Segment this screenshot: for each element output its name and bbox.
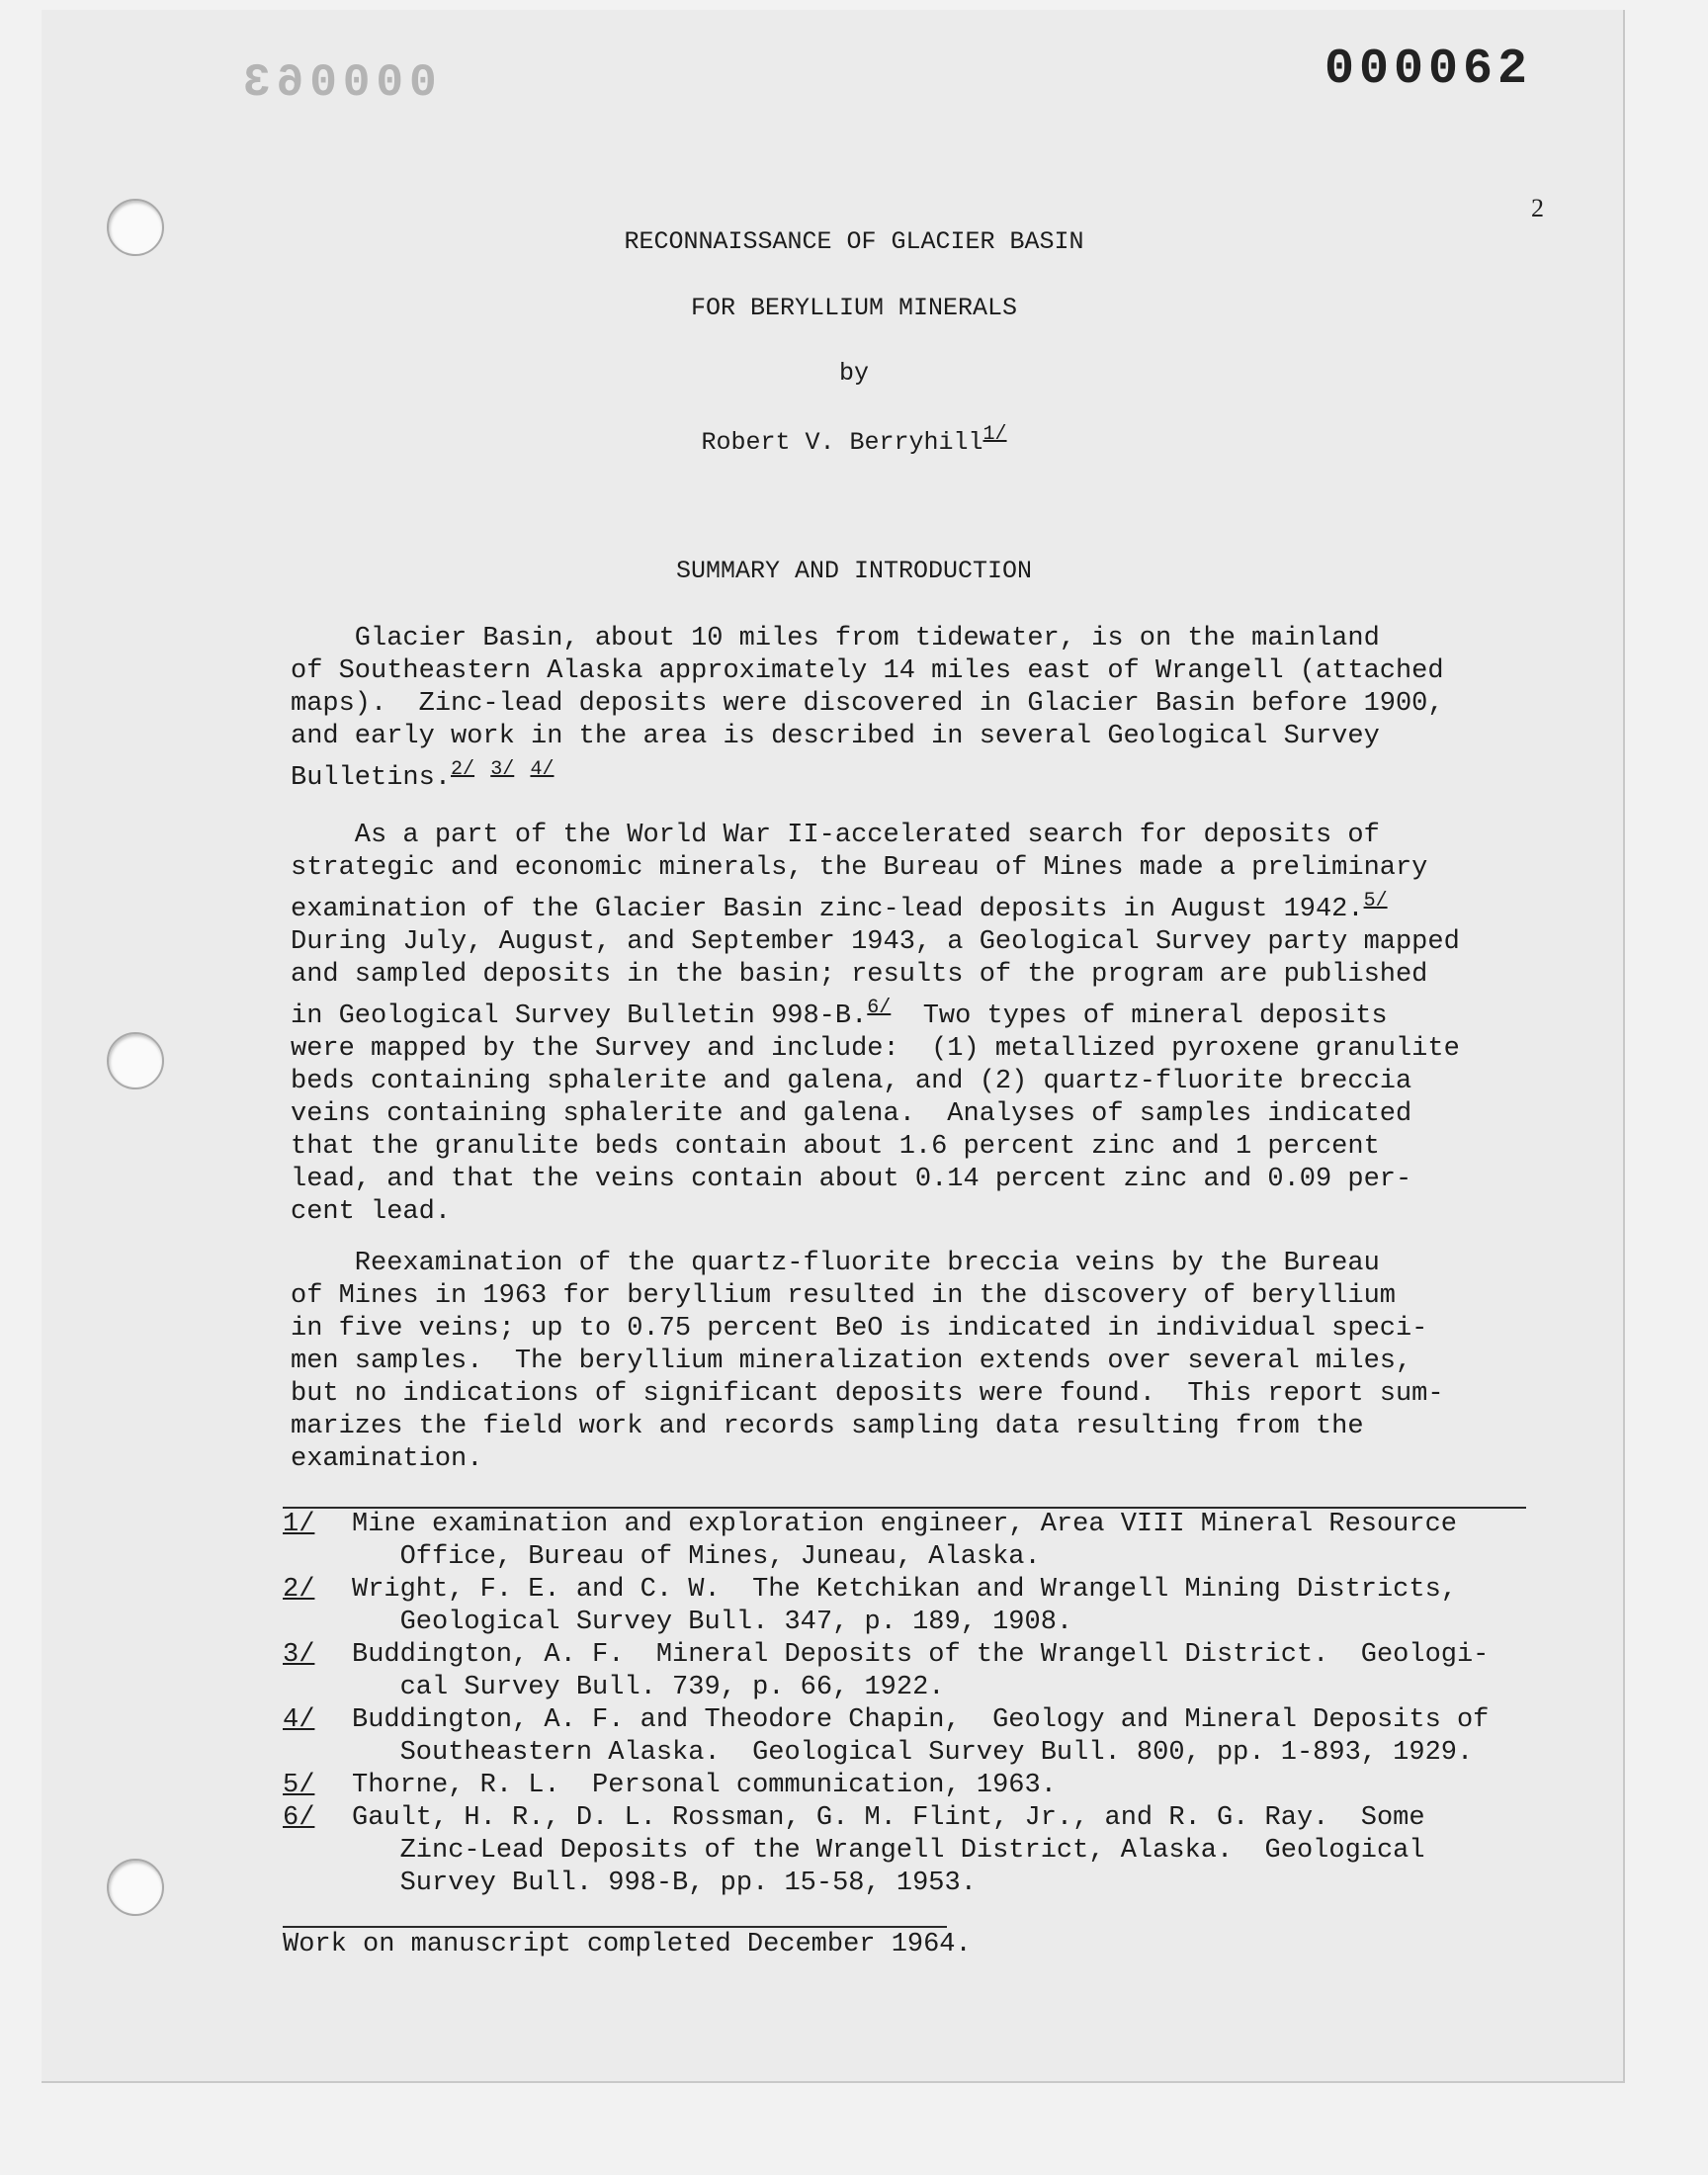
paragraph-line	[291, 992, 1506, 1033]
page-stamp: 000062	[1324, 42, 1533, 98]
mirrored-page-stamp: 000063	[237, 57, 437, 109]
footnote-2	[283, 1574, 1528, 1639]
completion-note: Work on manuscript completed December 1964.	[283, 1930, 972, 1959]
footnote-line: Survey Bull. 998-B, pp. 15-58, 1953.	[352, 1869, 977, 1898]
paragraph-line: Reexamination of the quartz-fluorite breccia veins by the Bureau	[291, 1249, 1380, 1278]
footnote-number: 5/	[283, 1771, 315, 1800]
footnote-number: 2/	[283, 1575, 315, 1605]
footnote-line: Gault, H. R., D. L. Rossman, G. M. Flint, Jr., and R. G. Ray. Some	[352, 1803, 1425, 1833]
paragraph-text: in Geological Survey Bulletin 998-B.	[291, 1001, 868, 1031]
paragraph-2	[291, 820, 1506, 1229]
footnote-number: 1/	[283, 1510, 315, 1539]
paragraph-line	[291, 753, 1506, 795]
author-name: Robert V. Berryhill	[701, 428, 983, 457]
paragraph-line: Glacier Basin, about 10 miles from tidewater, is on the mainland	[291, 624, 1380, 653]
paragraph-line: As a part of the World War II-accelerated search for deposits of	[291, 821, 1380, 850]
footnote-ref-5: 5/	[1363, 890, 1388, 913]
paragraph-line: were mapped by the Survey and include: (1) metallized pyroxene granulite	[291, 1034, 1460, 1064]
footnotes	[283, 1509, 1528, 1900]
footnote-line: Buddington, A. F. Mineral Deposits of the Wrangell District. Geologi-	[352, 1640, 1490, 1670]
paragraph-line: cent lead.	[291, 1197, 452, 1227]
paragraph-3	[291, 1248, 1506, 1476]
paragraph-text: examination of the Glacier Basin zinc-lead deposits in August 1942.	[291, 895, 1364, 924]
paragraph-line: maps). Zinc-lead deposits were discovered in Glacier Basin before 1900,	[291, 689, 1444, 719]
footnote-line: Buddington, A. F. and Theodore Chapin, Geology and Mineral Deposits of	[352, 1705, 1490, 1735]
paragraph-line: veins containing sphalerite and galena. Analyses of samples indicated	[291, 1099, 1412, 1129]
author	[0, 423, 1708, 457]
paragraph-line: examination.	[291, 1444, 483, 1474]
section-heading: SUMMARY AND INTRODUCTION	[675, 557, 1033, 585]
paragraph-1	[291, 623, 1506, 795]
footnote-1	[283, 1509, 1528, 1574]
footnote-number: 3/	[283, 1640, 315, 1670]
paragraph-text: Two types of mineral deposits	[891, 1001, 1388, 1031]
footnote-5	[283, 1770, 1528, 1802]
footnote-line: Wright, F. E. and C. W. The Ketchikan and Wrangell Mining Districts,	[352, 1575, 1457, 1605]
footnote-line: Southeastern Alaska. Geological Survey Bull. 800, pp. 1-893, 1929.	[352, 1738, 1474, 1768]
paragraph-line: of Mines in 1963 for beryllium resulted in the discovery of beryllium	[291, 1281, 1396, 1311]
paragraph-line: beds containing sphalerite and galena, and (2) quartz-fluorite breccia	[291, 1067, 1412, 1096]
footnote-ref-6: 6/	[867, 997, 892, 1019]
footnote-line: Thorne, R. L. Personal communication, 1963.	[352, 1771, 1057, 1800]
punch-hole-middle	[107, 1032, 164, 1089]
punch-hole-bottom	[107, 1859, 164, 1916]
paragraph-line: During July, August, and September 1943, a Geological Survey party mapped	[291, 927, 1460, 957]
byline: by	[838, 359, 869, 388]
paragraph-line: but no indications of significant deposits were found. This report sum-	[291, 1379, 1444, 1409]
completion-divider	[283, 1926, 947, 1928]
footnote-line: cal Survey Bull. 739, p. 66, 1922.	[352, 1673, 945, 1702]
footnote-number: 6/	[283, 1803, 315, 1833]
paragraph-line: men samples. The beryllium mineralization extends over several miles,	[291, 1347, 1412, 1376]
title-line-1: RECONNAISSANCE OF GLACIER BASIN	[624, 227, 1084, 256]
paragraph-line: and early work in the area is described in several Geological Survey	[291, 722, 1380, 751]
footnote-line: Mine examination and exploration engineer, Area VIII Mineral Resource	[352, 1510, 1457, 1539]
footnote-line: Geological Survey Bull. 347, p. 189, 1908.	[352, 1608, 1073, 1637]
footnote-number: 4/	[283, 1705, 315, 1735]
paragraph-line: of Southeastern Alaska approximately 14 miles east of Wrangell (attached	[291, 656, 1444, 686]
paragraph-line: strategic and economic minerals, the Bureau of Mines made a preliminary	[291, 853, 1428, 883]
paragraph-line	[291, 885, 1506, 926]
paragraph-line: that the granulite beds contain about 1.6 percent zinc and 1 percent	[291, 1132, 1380, 1162]
title-line-2: FOR BERYLLIUM MINERALS	[690, 294, 1018, 322]
paragraph-text: Bulletins.	[291, 763, 452, 793]
paragraph-line: in five veins; up to 0.75 percent BeO is indicated in individual speci-	[291, 1314, 1428, 1344]
footnote-3	[283, 1639, 1528, 1704]
paragraph-line: lead, and that the veins contain about 0.14 percent zinc and 0.09 per-	[291, 1165, 1412, 1194]
footnote-6	[283, 1802, 1528, 1900]
footnote-4	[283, 1704, 1528, 1770]
page-number: 2	[1531, 194, 1544, 222]
footnote-ref-4: 4/	[530, 758, 555, 781]
footnote-line: Office, Bureau of Mines, Juneau, Alaska.	[352, 1542, 1041, 1572]
footnote-ref-2: 2/	[451, 758, 475, 781]
paragraph-line: marizes the field work and records sampling data resulting from the	[291, 1412, 1364, 1441]
paragraph-line: and sampled deposits in the basin; results of the program are published	[291, 960, 1428, 990]
footnote-ref-3: 3/	[490, 758, 515, 781]
footnote-line: Zinc-Lead Deposits of the Wrangell District, Alaska. Geological	[352, 1836, 1425, 1866]
author-footnote-ref: 1/	[982, 423, 1007, 446]
